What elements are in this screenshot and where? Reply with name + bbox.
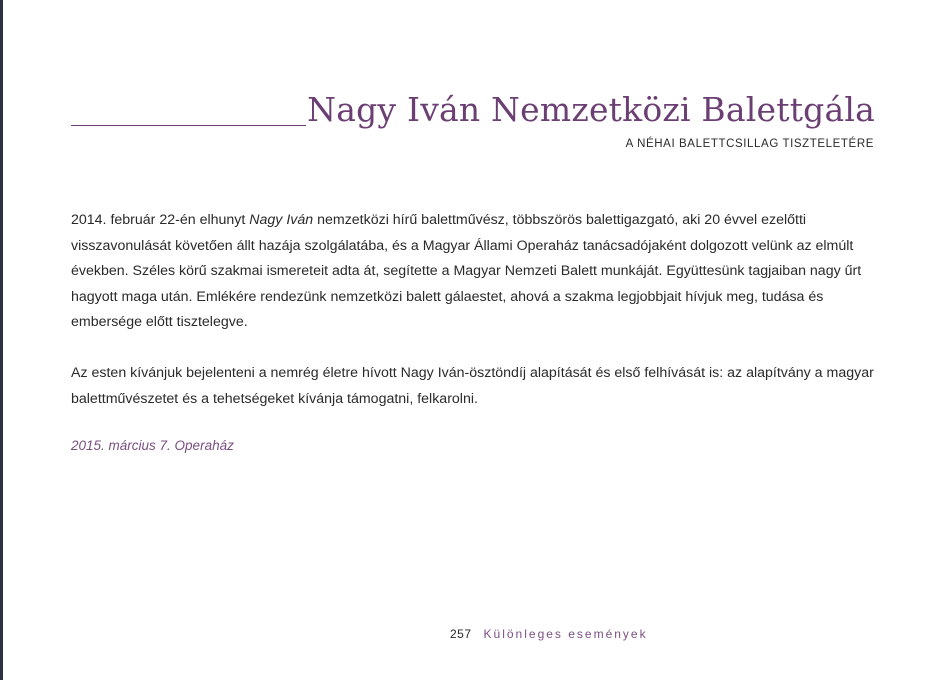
page-footer (450, 627, 648, 641)
page-subtitle: A NÉHAI BALETTCSILLAG TISZTELETÉRE (625, 138, 874, 150)
paragraph-2: Az esten kívánjuk bejelenteni a nemrég életre hívott Nagy Iván-ösztöndíj alapítását és első felhívását is: az alapítvány a magyar balettművészetet és a tehetségeket kívánja támogatni, felkarolni. (71, 365, 874, 407)
title-rule (71, 125, 306, 126)
dateline: 2015. március 7. Operaház (71, 438, 234, 453)
section-name: Különleges események (483, 627, 648, 641)
page-number: 257 (450, 627, 472, 641)
paragraph-1-intro: 2014. február 22-én elhunyt (71, 212, 250, 228)
article-body (71, 208, 876, 438)
paragraph-1-text: nemzetközi hírű balettművész, többszörös balettigazgató, aki 20 évvel ezelőtti visszavonulását követően állt hazája szolgálatába, és a Magyar Állami Operaház tanácsadójaként dolgozott velünk az elmúlt években. Széles körű szakmai ismereteit adta át, segítette a Magyar Nemzeti Balett munkáját. Együttesünk tagjaiban nagy űrt hagyott maga után. Emlékére rendezünk nemzetközi balett gálaestet, ahová a szakma legjobbjait hívjuk meg, tudása és embersége előtt tisztelegve. (71, 212, 862, 330)
page-edge-bar (0, 0, 3, 680)
person-name: Nagy Iván (249, 212, 314, 228)
paragraph-1 (71, 208, 876, 336)
page-title: Nagy Iván Nemzetközi Balettgála (307, 90, 875, 129)
